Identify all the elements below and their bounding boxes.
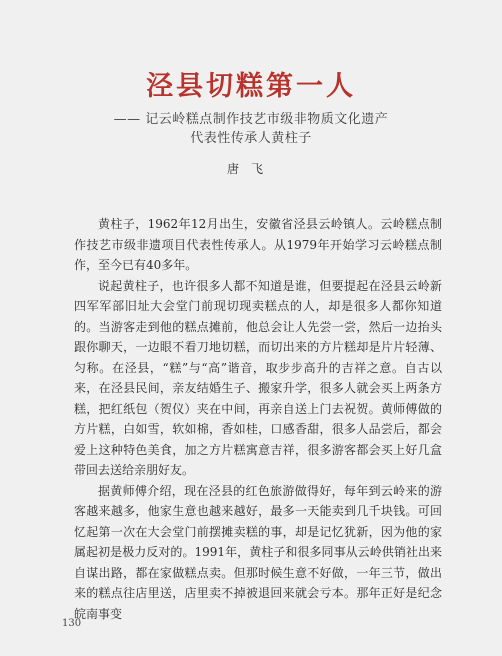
page-number: 130 [62, 618, 82, 629]
article-title: 泾县切糕第一人 [146, 71, 356, 102]
article-subtitle-line-1: —— 记云岭糕点制作技艺市级非物质文化遗产 [113, 112, 389, 127]
paragraph-3: 据黄师傅介绍，现在泾县的红色旅游做得好，每年到云岭来的游客越来越多，他家生意也越来越好，最多一天能卖到几千块钱。可回忆起第一次在大会堂门前摆摊卖糕的事，却是记忆犹新，因为他的家属起初是极力反对的。1991年，黄柱子和很多同事从云岭供销社出来自谋出路，都在家做糕点卖。但那时候生意不好做，一年三节，做出来的糕点往店里送，店里卖不掉被退回来就会亏本。那年正好是纪念皖南事变 [74, 483, 442, 621]
article-subtitle-line-2: 代表性传承人黄柱子 [190, 131, 312, 146]
paragraph-2: 说起黄柱子，也许很多人都不知道是谁，但要提起在泾县云岭新四军军部旧址大会堂门前现切现卖糕点的人，却是很多人都你知道的。当游客走到他的糕点摊前，他总会让人先尝一尝，然后一边抬头跟你聊天，一边眼不看刀地切糕，而切出来的方片糕却是片片轻薄、匀称。在泾县，“糕”与“高”谐音，取步步高升的吉祥之意。自古以来，在泾县民间，亲友结婚生子、搬家升学，很多人就会买上两条方糕，把红纸包（贺仪）夹在中间，再亲自送上门去祝贺。黄师傅做的方片糕，白如雪，软如棉，香如桂，口感香甜，很多人品尝后，都会爱上这种特色美食，加之方片糕寓意吉祥，很多游客都会买上好几盒带回去送给亲朋好友。 [74, 278, 442, 477]
article-body [74, 214, 442, 624]
paragraph-1: 黄柱子，1962年12月出生，安徽省泾县云岭镇人。云岭糕点制作技艺市级非遗项目代表性传承人。从1979年开始学习云岭糕点制作，至今已有40多年。 [74, 217, 442, 272]
author-name: 唐飞 [226, 162, 275, 176]
